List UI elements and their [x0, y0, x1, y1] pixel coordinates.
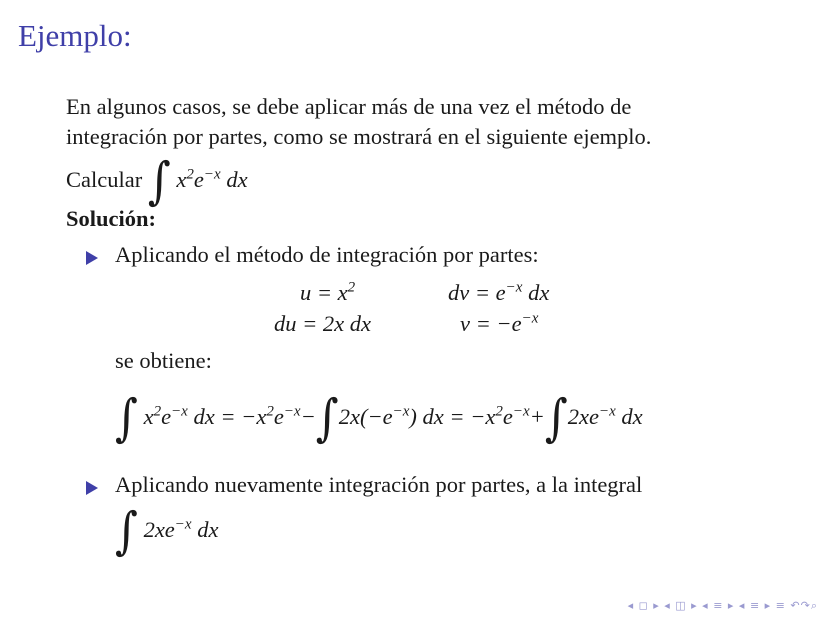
main-equation: ∫ $x^2e^{-x}$ dx = $-x^2e^{-x}-\int 2x(-e^{-x})$ dx = $-x^2e^{-x}+\int 2xe^{-x}$ dx: [115, 389, 643, 448]
intro-line-2: integración por partes, como se mostrará en el siguiente ejemplo.: [66, 124, 652, 149]
problem-statement: [66, 152, 248, 211]
obtain-text: se obtiene:: [115, 348, 212, 373]
integral-sign: ∫: [147, 152, 171, 211]
eq-u: $u = x^2$: [300, 279, 356, 305]
intro-line-1: En algunos casos, se debe aplicar más de una vez el método de: [66, 94, 632, 119]
bullet-icon: [86, 251, 98, 265]
solution-heading: Solución:: [66, 206, 157, 231]
problem-integrand: $x^2e^{-x}$ dx: [170, 166, 248, 193]
problem-label: Calcular: [66, 167, 143, 193]
second-integral: ∫ $2xe^{-x}$ dx: [115, 502, 219, 561]
bullet-icon: [86, 481, 98, 495]
eq-dv: dv = $e^{-x}$ dx: [448, 279, 550, 305]
eq-du: du = 2x dx: [274, 311, 372, 336]
item-1-text: Aplicando el método de integración por partes:: [115, 242, 539, 267]
beamer-navigation[interactable]: ◂ ◻ ▸ ◂ ◫ ▸ ◂ ≡ ▸ ◂ ≡ ▸ ≡ ↶↷⌕: [627, 599, 818, 612]
frame-title: Ejemplo:: [18, 18, 132, 53]
intro-paragraph: [66, 92, 651, 152]
item-2-text: Aplicando nuevamente integración por partes, a la integral: [115, 472, 643, 497]
eq-v: $v = -e^{-x}$: [460, 310, 539, 336]
